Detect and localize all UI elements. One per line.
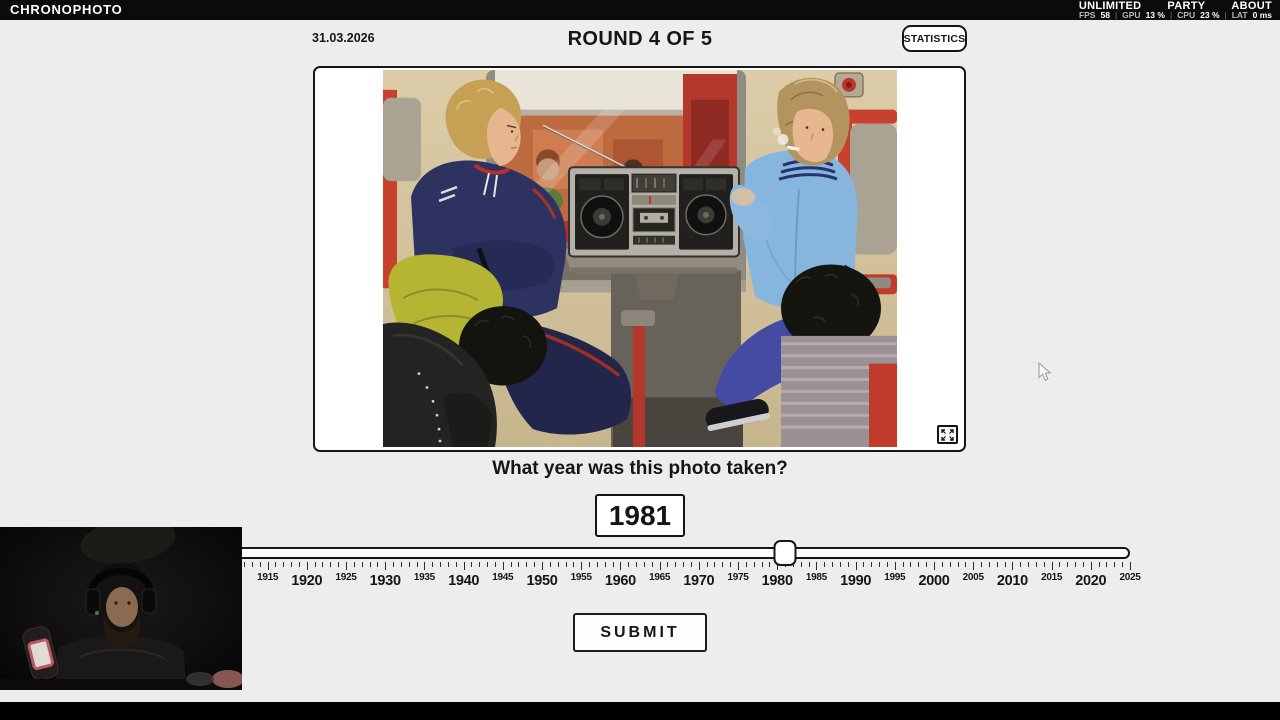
tick-1971 — [707, 562, 708, 567]
tick-2011 — [1020, 562, 1021, 567]
year-label-1925: 1925 — [335, 572, 357, 583]
tick-1919 — [299, 562, 300, 567]
slider-track[interactable] — [150, 547, 1130, 559]
tick-1959 — [613, 562, 614, 567]
tick-1955 — [581, 562, 582, 570]
stat-separator: | — [1224, 10, 1227, 20]
stat-separator: | — [1114, 10, 1118, 20]
tick-2006 — [981, 562, 982, 567]
topbar — [0, 0, 1280, 20]
tick-1973 — [722, 562, 723, 567]
bottom-bar — [0, 702, 1280, 720]
tuner-display — [632, 174, 676, 205]
tick-1943 — [487, 562, 488, 567]
stat-label-lat: LAT — [1231, 10, 1248, 20]
tick-2009 — [1005, 562, 1006, 567]
tick-2021 — [1099, 562, 1100, 567]
blurred-hand — [731, 188, 755, 206]
left-speaker — [575, 174, 629, 249]
tick-1917 — [283, 562, 284, 567]
year-label-2020: 2020 — [1075, 573, 1107, 589]
tick-1989 — [848, 562, 849, 567]
year-label-1940: 1940 — [448, 573, 480, 589]
tick-1990 — [856, 562, 857, 570]
tick-1983 — [801, 562, 802, 567]
tick-1938 — [448, 562, 449, 567]
tick-1995 — [895, 562, 896, 570]
tick-1996 — [903, 562, 904, 567]
stat-label-cpu: CPU — [1177, 10, 1196, 20]
tick-1994 — [887, 562, 888, 567]
tick-1974 — [730, 562, 731, 567]
tick-1999 — [926, 562, 927, 567]
tick-1921 — [315, 562, 316, 567]
tick-1986 — [824, 562, 825, 567]
year-label-1990: 1990 — [840, 573, 872, 589]
year-label-1960: 1960 — [604, 573, 636, 589]
year-label-1945: 1945 — [492, 572, 514, 583]
tick-1970 — [699, 562, 700, 570]
tick-1937 — [440, 562, 441, 567]
year-label-1995: 1995 — [884, 572, 906, 583]
webcam-overlay — [0, 527, 242, 690]
tick-1991 — [863, 562, 864, 567]
tick-1931 — [393, 562, 394, 567]
tick-1928 — [370, 562, 371, 567]
tick-1923 — [330, 562, 331, 567]
year-label-2025: 2025 — [1119, 572, 1141, 583]
photo-scene — [383, 70, 897, 447]
tick-1963 — [644, 562, 645, 567]
tick-1950 — [542, 562, 543, 570]
tick-1952 — [558, 562, 559, 567]
statistics-button[interactable]: STATISTICS — [902, 25, 967, 52]
tick-2001 — [942, 562, 943, 567]
tick-1942 — [479, 562, 480, 567]
timeline-slider — [150, 547, 1141, 592]
year-input[interactable] — [595, 494, 685, 537]
tick-2020 — [1091, 562, 1092, 570]
stat-separator: | — [1169, 10, 1173, 20]
tick-1960 — [620, 562, 621, 570]
stat-value-fps: 58 — [1100, 10, 1110, 20]
tick-2000 — [934, 562, 935, 570]
tick-1940 — [464, 562, 465, 570]
year-label-1970: 1970 — [683, 573, 715, 589]
slider-thumb[interactable] — [774, 540, 797, 566]
tick-1935 — [424, 562, 425, 570]
tick-1918 — [291, 562, 292, 567]
tick-1978 — [762, 562, 763, 567]
tick-1934 — [417, 562, 418, 567]
streamer-face — [106, 587, 138, 627]
tick-2012 — [1028, 562, 1029, 567]
tick-1968 — [683, 562, 684, 567]
mic-glow — [28, 639, 53, 669]
tick-1979 — [769, 562, 770, 567]
tick-1976 — [746, 562, 747, 567]
tick-1961 — [628, 562, 629, 567]
tick-2014 — [1044, 562, 1045, 567]
tick-1987 — [832, 562, 833, 567]
left-seat-frame — [633, 318, 645, 447]
topbar-right — [1079, 0, 1272, 20]
tick-2023 — [1114, 562, 1115, 567]
tick-1969 — [691, 562, 692, 567]
tick-1997 — [910, 562, 911, 567]
nav-item-party[interactable]: PARTY — [1167, 0, 1206, 12]
tick-2004 — [965, 562, 966, 567]
tick-1924 — [338, 562, 339, 567]
right-speaker — [679, 174, 733, 249]
year-label-2000: 2000 — [918, 573, 950, 589]
stat-label-fps: FPS — [1078, 10, 1096, 20]
slider-year-labels — [150, 571, 1141, 591]
year-label-1975: 1975 — [727, 572, 749, 583]
tick-1985 — [816, 562, 817, 570]
tick-1914 — [260, 562, 261, 567]
tick-1948 — [526, 562, 527, 567]
tick-1930 — [385, 562, 386, 570]
tick-2008 — [997, 562, 998, 567]
tick-1947 — [518, 562, 519, 567]
tick-1941 — [471, 562, 472, 567]
tick-2022 — [1106, 562, 1107, 567]
tick-1912 — [244, 562, 245, 567]
tick-1975 — [738, 562, 739, 570]
tick-1929 — [377, 562, 378, 567]
photo-card — [313, 66, 966, 452]
current-date: 31.03.2026 — [312, 31, 375, 45]
tick-1967 — [675, 562, 676, 567]
tick-2010 — [1012, 562, 1013, 570]
tick-1946 — [511, 562, 512, 567]
year-label-1985: 1985 — [805, 572, 827, 583]
tick-1984 — [809, 562, 810, 567]
cassette-deck — [633, 208, 675, 245]
chronophoto-logo[interactable]: CHRONOPHOTO — [10, 2, 123, 17]
tick-1922 — [322, 562, 323, 567]
round-photo[interactable] — [383, 70, 897, 447]
tick-1944 — [495, 562, 496, 567]
stat-value-cpu: 23 % — [1200, 10, 1220, 20]
tick-2018 — [1075, 562, 1076, 567]
year-label-1965: 1965 — [649, 572, 671, 583]
tick-1951 — [550, 562, 551, 567]
tick-2002 — [950, 562, 951, 567]
tick-2025 — [1130, 562, 1131, 570]
streamer-facecam — [0, 527, 242, 690]
nav-item-about[interactable]: ABOUT — [1231, 0, 1272, 12]
perf-stats — [1079, 11, 1272, 20]
tick-1915 — [268, 562, 269, 570]
tick-2019 — [1083, 562, 1084, 567]
nav-item-unlimited[interactable]: UNLIMITED — [1078, 0, 1142, 12]
tick-1957 — [597, 562, 598, 567]
year-label-2010: 2010 — [996, 573, 1028, 589]
question-text: What year was this photo taken? — [492, 458, 788, 479]
tick-1966 — [667, 562, 668, 567]
year-label-2005: 2005 — [962, 572, 984, 583]
tick-2024 — [1122, 562, 1123, 567]
tick-1953 — [566, 562, 567, 567]
tick-1988 — [840, 562, 841, 567]
seat-cushion-right — [781, 336, 897, 447]
tick-2003 — [958, 562, 959, 567]
tick-1927 — [362, 562, 363, 567]
tick-1920 — [307, 562, 308, 570]
tick-1992 — [871, 562, 872, 567]
year-label-1920: 1920 — [291, 573, 323, 589]
expand-photo-button[interactable] — [937, 425, 958, 444]
year-label-1955: 1955 — [570, 572, 592, 583]
tick-1965 — [660, 562, 661, 570]
tick-1972 — [714, 562, 715, 567]
round-title: ROUND 4 OF 5 — [567, 28, 713, 50]
tick-1913 — [252, 562, 253, 567]
year-label-2015: 2015 — [1041, 572, 1063, 583]
tick-1954 — [573, 562, 574, 567]
mouse-cursor — [1038, 362, 1052, 387]
stat-value-gpu: 13 % — [1145, 10, 1165, 20]
year-label-1950: 1950 — [526, 573, 558, 589]
tick-1945 — [503, 562, 504, 570]
tick-2013 — [1036, 562, 1037, 567]
tick-1956 — [589, 562, 590, 567]
year-label-1980: 1980 — [761, 573, 793, 589]
tick-1993 — [879, 562, 880, 567]
tick-1977 — [754, 562, 755, 567]
year-label-1915: 1915 — [257, 572, 279, 583]
tick-1962 — [636, 562, 637, 567]
tick-1932 — [401, 562, 402, 567]
tick-1933 — [409, 562, 410, 567]
tick-1936 — [432, 562, 433, 567]
tick-2017 — [1067, 562, 1068, 567]
stat-value-lat: 0 ms — [1252, 10, 1272, 20]
left-armrest — [621, 310, 655, 326]
tick-1949 — [534, 562, 535, 567]
submit-button[interactable]: SUBMIT — [573, 613, 707, 652]
tick-1925 — [346, 562, 347, 570]
year-label-1935: 1935 — [413, 572, 435, 583]
tick-2007 — [989, 562, 990, 567]
tick-1998 — [918, 562, 919, 567]
fullscreen-expand-icon — [941, 429, 954, 441]
tick-1926 — [354, 562, 355, 567]
tick-1939 — [456, 562, 457, 567]
tick-1916 — [275, 562, 276, 567]
tick-2005 — [973, 562, 974, 570]
tick-2015 — [1052, 562, 1053, 570]
tick-2016 — [1059, 562, 1060, 567]
tick-1964 — [652, 562, 653, 567]
stat-label-gpu: GPU — [1122, 10, 1141, 20]
tick-1958 — [605, 562, 606, 567]
year-label-1930: 1930 — [369, 573, 401, 589]
